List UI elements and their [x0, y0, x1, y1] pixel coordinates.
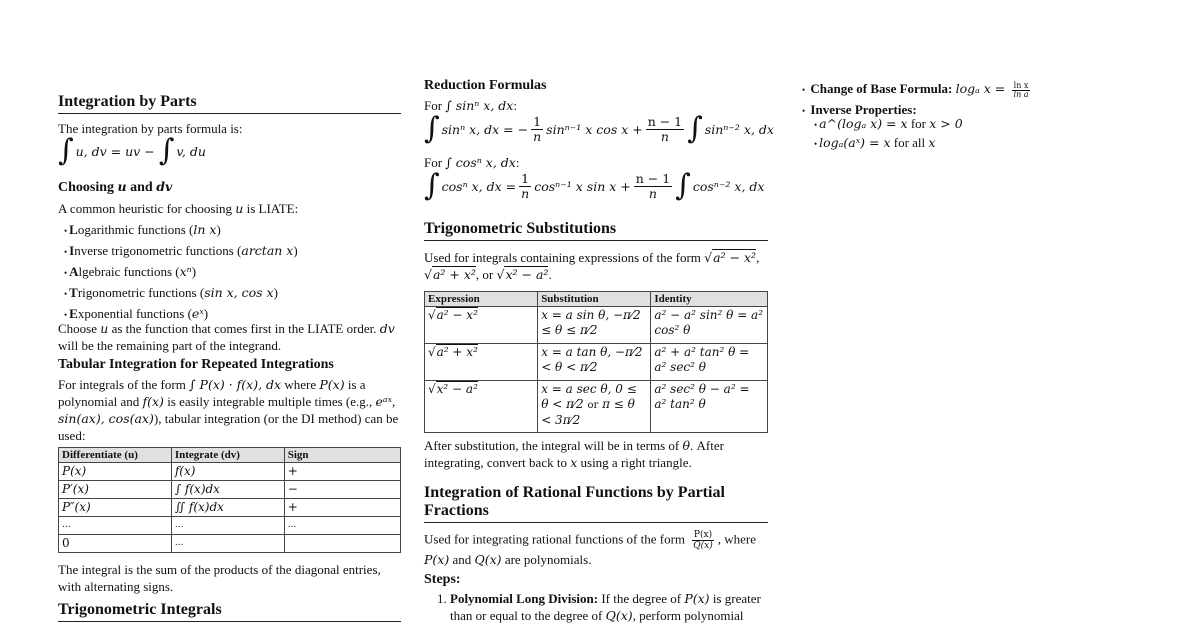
after-math: θ: [682, 438, 691, 453]
ibp-formula-left: u, dv = uv −: [75, 143, 155, 159]
formula-part: cosⁿ⁻² x, dx: [692, 178, 765, 194]
inverse-math: logₐ(aˣ) = x: [819, 135, 891, 150]
reduction-text: :: [513, 98, 517, 113]
step-bold: Polynomial Long Division:: [450, 591, 599, 606]
tabular-text: where: [281, 377, 320, 392]
table-row: [59, 463, 401, 481]
trig-sub-table: [424, 291, 768, 433]
tabular-math: ∫ P(x) · f(x), dx: [189, 377, 282, 392]
tabular-footer: The integral is the sum of the products of the diagonal entries, with alternating signs.: [58, 562, 381, 594]
liate-close: ): [203, 306, 209, 321]
partial-text: Used for integrating rational functions of the form: [424, 531, 689, 547]
fraction-num: n − 1: [635, 170, 671, 186]
table-cell: ...: [171, 517, 284, 535]
liate-math: arctan x: [241, 243, 294, 258]
table-cell: ...: [284, 517, 400, 535]
step-math: P(x): [684, 591, 710, 606]
table-cell: 0: [59, 535, 172, 553]
table-header: Identity: [651, 292, 768, 307]
tabular-text: ), tabular integration (or the DI method) can be used:: [58, 411, 399, 443]
inverse-cond: x: [928, 135, 936, 150]
partial-text: , where: [717, 531, 757, 547]
reduction-cos-formula: ∫ cosⁿ x, dx = $\frac{1}{n}$ cosⁿ⁻¹ x sin x + $\frac{n - 1}{n}$ ∫ cosⁿ⁻² x, dx: [424, 168, 765, 203]
liate-letter: L: [69, 222, 78, 237]
fraction-num: 1: [533, 113, 542, 129]
table-header-row: [59, 448, 401, 463]
fraction-den: Q(x): [693, 541, 713, 551]
after-text: using a right triangle.: [577, 455, 692, 470]
fraction-den: ln a: [1013, 89, 1029, 99]
formula-part: cosⁿ⁻¹ x sin x +: [534, 178, 631, 194]
table-cell: ∬ f(x)dx: [171, 499, 284, 517]
fraction-den: n: [521, 185, 530, 201]
trig-sub-title: Trigonometric Substitutions: [424, 220, 768, 241]
trig-sub-text: ,: [756, 250, 760, 265]
table-cell: x = a sin θ, −π⁄2 ≤ θ ≤ π⁄2: [538, 307, 651, 344]
steps-title: Steps:: [424, 572, 461, 587]
partial-math: P(x): [424, 552, 450, 567]
trig-sub-math: a² − x²: [713, 250, 757, 265]
trig-sub-text: .: [548, 267, 552, 282]
fraction-num: ln x: [1013, 80, 1029, 90]
table-cell: a² sec² θ − a² = a² tan² θ: [651, 381, 768, 433]
partial-math: Q(x): [474, 552, 502, 567]
choosing-title-u: u: [117, 179, 127, 194]
step-text: , perform polynomial: [632, 608, 744, 623]
inverse-sublist: [808, 115, 1156, 153]
liate-letter: A: [69, 264, 79, 279]
liate-math: eˣ: [191, 306, 204, 321]
trig-sub-section: [424, 220, 768, 241]
tabular-text: ,: [392, 394, 396, 409]
step-text: If the degree of: [598, 591, 685, 606]
table-row: [59, 481, 401, 499]
table-cell: +: [284, 463, 400, 481]
list-item: [450, 590, 768, 624]
table-cell: f(x): [171, 463, 284, 481]
fraction: [691, 530, 714, 551]
tabular-intro: [58, 376, 401, 444]
fraction-num: 1: [521, 170, 530, 186]
tabular-title: Tabular Integration for Repeated Integrations: [58, 357, 334, 372]
fraction: [646, 115, 684, 144]
liate-list: [58, 220, 401, 325]
expr-value: a² + x²: [436, 345, 478, 359]
table-cell: [538, 381, 651, 433]
choosing-title: [58, 178, 401, 196]
liate-math: sin x, cos x: [204, 285, 274, 300]
ibp-formula: ∫ u, dv = uv − ∫ v, du: [58, 133, 206, 168]
table-cell: a² + a² tan² θ = a² sec² θ: [651, 344, 768, 381]
liate-close: ): [191, 264, 197, 279]
after-text: After substitution, the integral will be in terms of: [424, 438, 683, 453]
trig-integrals-title: Trigonometric Integrals: [58, 601, 401, 622]
inverse-math: a^(logₐ x) = x: [819, 116, 908, 131]
table-header: Differentiate (u): [59, 448, 172, 463]
reduction-cos-label: [424, 154, 768, 171]
table-cell: √x² − a²: [425, 381, 538, 433]
fraction: [634, 172, 672, 201]
liate-close: ): [273, 285, 278, 300]
tabular-text: is easily integrable multiple times (e.g.,: [163, 394, 376, 409]
after-text: . After integrating, convert back to: [424, 438, 724, 470]
formula-part: sinⁿ x, dx = −: [441, 121, 529, 137]
table-cell: ...: [171, 535, 284, 553]
table-row: [425, 307, 768, 344]
reduction-sin-formula: ∫ sinⁿ x, dx = − $\frac{1}{n}$ sinⁿ⁻¹ x cos x + $\frac{n - 1}{n}$ ∫ sinⁿ⁻² x, dx: [424, 111, 774, 146]
liate-text: xponential functions (: [77, 306, 192, 321]
table-row: [425, 381, 768, 433]
liate-close: ): [216, 222, 221, 237]
table-cell: [284, 535, 400, 553]
step-math: Q(x): [605, 608, 633, 623]
liate-text: lgebraic functions (: [78, 264, 180, 279]
table-row: [425, 344, 768, 381]
table-header-row: [425, 292, 768, 307]
fraction: [1012, 82, 1031, 99]
formula-part: sinⁿ⁻¹ x cos x +: [546, 121, 643, 137]
liate-text: rigonometric functions (: [77, 285, 205, 300]
table-row: [59, 499, 401, 517]
inverse-text: for all: [890, 135, 929, 150]
table-cell: ...: [59, 517, 172, 535]
expr-value: x² − a²: [436, 382, 478, 396]
after-math: x: [570, 455, 578, 470]
partial-intro: [424, 530, 768, 568]
partial-text: are polynomials.: [501, 552, 592, 567]
trig-sub-math: a² + x²: [432, 267, 476, 282]
reduction-text: :: [515, 155, 520, 170]
table-cell: √a² − x²: [425, 307, 538, 344]
reduction-title: Reduction Formulas: [424, 78, 547, 93]
list-item: [58, 283, 401, 304]
choose-text-2: as the function that comes first in the LIATE order.: [108, 321, 380, 336]
list-item: [808, 115, 1156, 134]
step-text: is greater than or equal to the degree of: [450, 591, 761, 623]
tabular-text: For integrals of the form: [58, 377, 190, 392]
heuristic-u: u: [235, 201, 244, 216]
trig-sub-math: x² − a²: [505, 267, 549, 282]
table-cell: P(x): [59, 463, 172, 481]
liate-text: ogarithmic functions (: [77, 222, 194, 237]
tabular-table: [58, 447, 401, 553]
choose-dv: dv: [379, 321, 395, 336]
partial-title: Integration of Rational Functions by Partial Fractions: [424, 484, 768, 523]
reduction-math: ∫ cosⁿ x, dx: [445, 155, 516, 170]
ibp-formula-right: v, du: [176, 143, 206, 159]
sub-or: or: [587, 400, 599, 411]
fraction: [531, 115, 543, 144]
formula-part: cosⁿ x, dx =: [441, 178, 517, 194]
tabular-text: is a polynomial and: [58, 377, 366, 409]
choose-u: u: [100, 321, 109, 336]
inverse-label: Inverse Properties:: [810, 102, 917, 117]
choosing-title-prefix: Choosing: [58, 180, 118, 195]
table-header: Sign: [284, 448, 400, 463]
partial-text: and: [449, 552, 475, 567]
fraction-den: n: [533, 128, 542, 144]
table-cell: ∫ f(x)dx: [171, 481, 284, 499]
table-cell: x = a tan θ, −π⁄2 < θ < π⁄2: [538, 344, 651, 381]
table-header: Substitution: [538, 292, 651, 307]
formula-part: sinⁿ⁻² x, dx: [704, 121, 774, 137]
tabular-math: f(x): [142, 394, 164, 409]
liate-text: nverse trigonometric functions (: [74, 243, 242, 258]
choose-u-text: [58, 320, 401, 354]
table-cell: √a² + x²: [425, 344, 538, 381]
ibp-title: Integration by Parts: [58, 93, 401, 114]
table-row: [59, 535, 401, 553]
change-base-lhs: logₐ x =: [955, 81, 1006, 96]
list-item: [58, 220, 401, 241]
liate-heuristic: [58, 200, 401, 217]
table-cell: P″(x): [59, 499, 172, 517]
change-base-label: Change of Base Formula:: [810, 81, 953, 96]
trig-sub-text: , or: [475, 267, 497, 282]
liate-math: ln x: [193, 222, 217, 237]
fraction-num: P(x): [693, 530, 713, 540]
sub-part: π ≤ θ < 3π⁄2: [541, 397, 635, 427]
trig-sub-text: Used for integrals containing expressions of the form: [424, 250, 705, 265]
liate-letter: I: [69, 243, 75, 258]
ibp-intro: The integration by parts formula is:: [58, 121, 243, 136]
liate-close: ): [293, 243, 298, 258]
fraction: [519, 172, 531, 201]
table-cell: P′(x): [59, 481, 172, 499]
list-item: [796, 79, 1156, 100]
reduction-sin-label: [424, 97, 768, 114]
liate-math: xⁿ: [179, 264, 192, 279]
fraction-den: n: [660, 128, 669, 144]
choosing-title-mid: and: [126, 180, 157, 195]
tabular-math: P(x): [319, 377, 345, 392]
tabular-math: eᵃˣ: [375, 394, 393, 409]
heuristic-pre: A common heuristic for choosing: [58, 201, 236, 216]
inverse-text: for: [907, 116, 930, 131]
table-row: [59, 517, 401, 535]
inverse-cond: x > 0: [929, 116, 963, 131]
steps-list: [424, 590, 768, 624]
choosing-title-dv: dv: [156, 179, 173, 194]
trig-sub-after: [424, 437, 768, 471]
choose-text-1: Choose: [58, 321, 101, 336]
list-item: [808, 134, 1156, 153]
ibp-section: [58, 93, 401, 114]
list-item: [58, 262, 401, 283]
table-header: Expression: [425, 292, 538, 307]
table-header: Integrate (dv): [171, 448, 284, 463]
trig-integrals-section: [58, 601, 401, 622]
choose-text-3: will be the remaining part of the integrand.: [58, 338, 282, 353]
fraction-num: n − 1: [647, 113, 683, 129]
table-cell: +: [284, 499, 400, 517]
partial-section: [424, 484, 768, 523]
sub-part: x = a sec θ, 0 ≤ θ < π⁄2: [541, 382, 637, 411]
heuristic-post: is LIATE:: [243, 201, 299, 216]
trig-sub-intro: Used for integrals containing expressions of the form √a² − x², √a² + x², or √x² − a².: [424, 250, 760, 282]
table-cell: −: [284, 481, 400, 499]
tabular-math: sin(ax), cos(ax): [58, 411, 154, 426]
list-item: [58, 241, 401, 262]
table-cell: a² − a² sin² θ = a² cos² θ: [651, 307, 768, 344]
liate-letter: T: [69, 285, 78, 300]
reduction-math: ∫ sinⁿ x, dx: [445, 98, 514, 113]
liate-letter: E: [69, 306, 78, 321]
expr-value: a² − x²: [436, 308, 478, 322]
fraction-den: n: [648, 185, 657, 201]
reduction-text: For: [424, 98, 446, 113]
reduction-text: For: [424, 155, 446, 170]
